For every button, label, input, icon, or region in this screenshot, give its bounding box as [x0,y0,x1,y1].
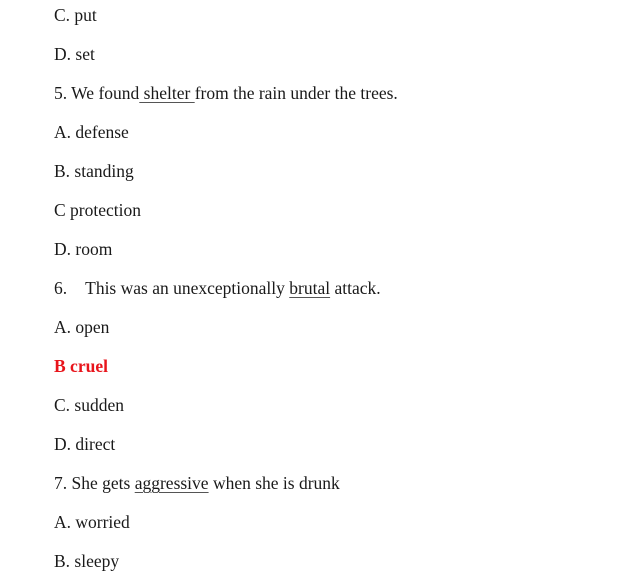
option-c-protection: C protection [54,200,141,220]
option-d-set: D. set [54,44,95,64]
question-7-before: 7. She gets [54,473,135,493]
option-d-direct: D. direct [54,434,116,454]
option-c-put: C. put [54,5,97,25]
question-5-after: from the rain under the trees. [194,83,398,103]
question-6 [54,276,381,300]
option-b-standing: B. standing [54,161,134,181]
question-6-before: This was an unexceptionally [85,278,290,298]
question-5 [54,81,398,105]
question-6-number: 6. [54,278,68,298]
option-c-sudden: C. sudden [54,395,124,415]
option-a-open: A. open [54,317,110,337]
option-b-cruel-correct: B cruel [54,356,108,376]
option-a-worried: A. worried [54,512,130,532]
question-7 [54,471,340,495]
option-a-defense: A. defense [54,122,129,142]
question-5-keyword: shelter [139,83,195,103]
question-7-keyword: aggressive [134,473,209,493]
question-6-keyword: brutal [289,278,331,298]
option-b-sleepy: B. sleepy [54,551,120,571]
question-7-after: when she is drunk [208,473,340,493]
question-5-before: 5. We found [54,83,140,103]
option-d-room: D. room [54,239,113,259]
question-6-after: attack. [330,278,381,298]
